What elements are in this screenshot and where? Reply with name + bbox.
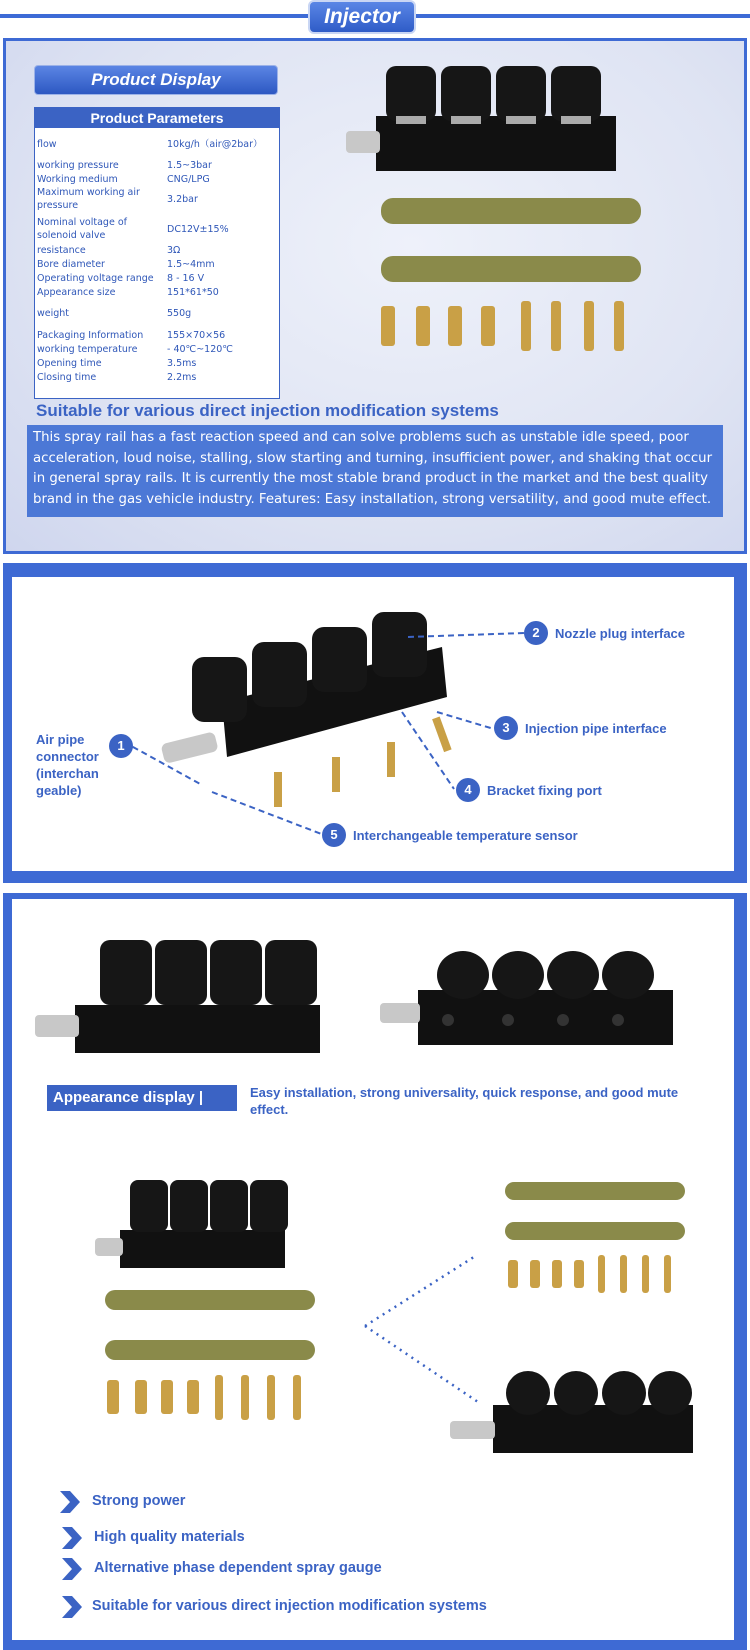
callout-label-1: Air pipe connector (interchan geable) (36, 732, 99, 798)
callout-number-5: 5 (322, 823, 346, 847)
parameters-title: Product Parameters (35, 108, 279, 128)
callout-number-2: 2 (524, 621, 548, 645)
callout-number-1: 1 (109, 734, 133, 758)
suitable-title: Suitable for various direct injection modification systems (36, 401, 499, 420)
feature-item: Strong power (92, 1493, 186, 1509)
brackets-nozzles-image (500, 1180, 700, 1300)
callout-number-3: 3 (494, 716, 518, 740)
chevron-right-icon (62, 1527, 82, 1549)
product-description: This spray rail has a fast reaction speed and can solve problems such as unstable idle speed, poor acceleration, loud noise, stalling, slow starting and turning, insufficient power, and shaking that occur in general spray rails. It is currently the most stable brand product in the market and the best quality brand in the gas vehicle industry. Features: Easy installation, strong versatility, and good mute effect. (27, 425, 723, 517)
product-display-title: Product Display (34, 65, 278, 95)
callout-number-4: 4 (456, 778, 480, 802)
feature-item: High quality materials (94, 1529, 245, 1545)
page-title: Injector (308, 0, 416, 34)
parameters-table: Product Parameters flow 10kg/h（air@2bar） working pressure 1.5~3bar Working medium CNG/LPG Maximum working air pressure 3.2bar Nominal voltage of solenoid valve DC12V±15% resistance 3Ω Bore diameter 1.5~4mm Operating voltage range 8 - 16 V Appearance size 151*61*50 weight 550g Packaging Information 155×70×56 working temperature - 40℃~120℃ Opening time 3.5ms Closing time 2.2ms (34, 107, 280, 399)
callout-label-5: Interchangeable temperature sensor (353, 828, 578, 843)
callout-label-2: Nozzle plug interface (555, 626, 686, 641)
chevron-right-icon (60, 1491, 80, 1513)
chevron-right-icon (62, 1596, 82, 1618)
feature-item: Alternative phase dependent spray gauge (94, 1560, 382, 1576)
injector-angled-image-2 (448, 1365, 698, 1465)
callout-label-4: Bracket fixing port (487, 783, 602, 798)
chevron-right-icon (62, 1558, 82, 1580)
feature-item: Suitable for various direct injection modification systems (92, 1598, 487, 1614)
appearance-description: Easy installation, strong universality, quick response, and good mute effect. (250, 1085, 679, 1117)
callout-label-3: Injection pipe interface (525, 721, 667, 736)
appearance-display-tag: Appearance display | (47, 1085, 237, 1111)
